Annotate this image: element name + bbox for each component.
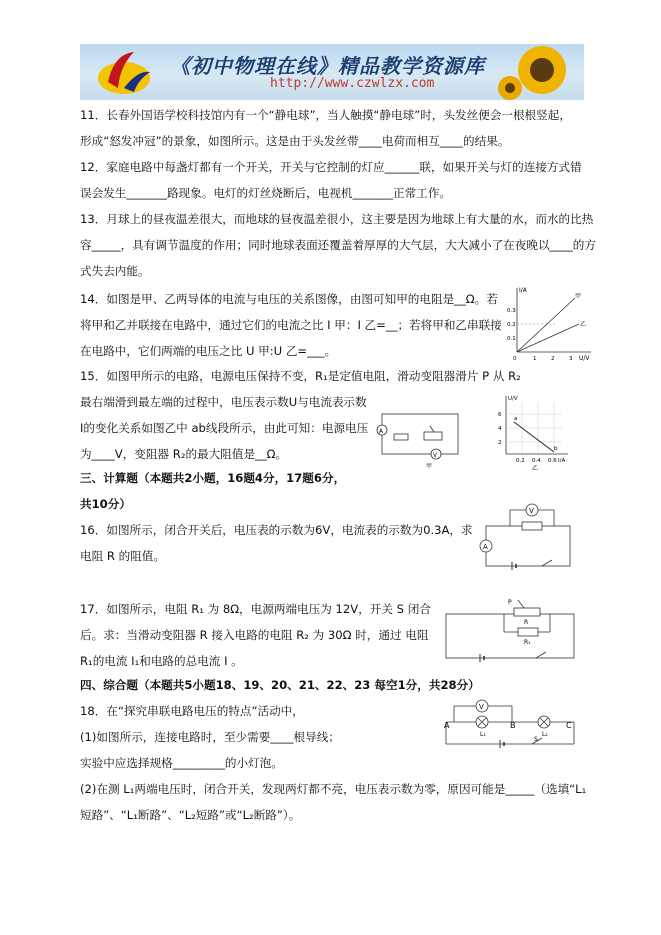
q15-xtick: 0.4 — [532, 458, 541, 464]
q15-xtick: 0.2 — [516, 458, 525, 464]
q18-line3: 实验中应选择规格_________的小灯泡。 — [80, 756, 283, 770]
q11-line2: 形成“怒发冲冠”的景象，如图所示。这是由于头发丝带____电荷而相互____的结果。 — [80, 134, 510, 148]
q14-ytick: 0.2 — [507, 322, 516, 328]
q15-xtick: 0.6 — [548, 458, 557, 464]
q16-circuit — [472, 496, 582, 576]
q17-line1: 17．如图所示，电阻 R₁ 为 8Ω，电源两端电压为 12V，开关 S 闭合 — [80, 602, 431, 616]
q14-line-yi — [517, 324, 579, 352]
svg-text:V: V — [433, 452, 438, 459]
q15-ab-segment — [514, 422, 554, 452]
header-banner — [80, 44, 584, 100]
q15-yaxis: U/V — [508, 396, 518, 402]
q14-label-jia: 甲 — [575, 293, 582, 300]
q18-line2: (1)如图所示，连接电路时，至少需要____根导线； — [80, 730, 340, 744]
rheostat-r-icon — [514, 608, 540, 616]
q14-ytick: 0.1 — [507, 336, 516, 342]
q14-xtick: 3 — [569, 356, 573, 362]
svg-text:R₁: R₁ — [524, 639, 531, 646]
q14-xtick: 0 — [513, 356, 517, 362]
q15-uigraph-yi — [492, 392, 572, 472]
q17-circuit — [440, 596, 580, 666]
svg-text:A: A — [483, 543, 488, 551]
svg-text:A: A — [379, 428, 384, 435]
svg-text:P: P — [508, 599, 512, 606]
q12-line2: 误会发生_______路现象。电灯的灯丝烧断后，电视机_______正常工作。 — [80, 186, 452, 200]
q14-line2: 将甲和乙并联接在电路中，通过它们的电流之比 I 甲：I 乙=__；若将甲和乙串联接 — [80, 318, 502, 332]
q13-line1: 13．月球上的昼夜温差很大，而地球的昼夜温差很小，这主要是因为地球上有大量的水，而水的比热 — [80, 212, 594, 226]
q18-point-b: B — [510, 721, 516, 730]
banner-url: http://www.czwlzx.com — [270, 76, 435, 91]
q14-xtick: 2 — [551, 356, 555, 362]
q14-line3: 在电路中，它们两端的电压之比 U 甲:U 乙=___。 — [80, 344, 337, 358]
q18-line5: 短路”、“L₁断路”、“L₂短路”或“L₂断路”）。 — [80, 808, 301, 822]
q14-ylabel: I/A — [519, 287, 527, 294]
q15-line3: I的变化关系如图乙中 ab线段所示，由此可知：电源电压 — [80, 421, 369, 435]
q15-label-yi: 乙 — [532, 465, 539, 472]
q15-xaxis: I/A — [558, 458, 566, 464]
banner-title: 《初中物理在线》精品教学资源库 — [170, 54, 485, 78]
q17-line3: R₁的电流 I₁和电路的总电流 I 。 — [80, 654, 243, 668]
q14-label-yi: 乙 — [580, 321, 587, 328]
site-logo-icon — [94, 48, 154, 98]
q15-circuit-jia — [370, 408, 480, 470]
q11-line1: 11．长春外国语学校科技馆内有一个“静电球”，当人触摸“静电球”时，头发丝便会一根根竖起， — [80, 108, 571, 122]
q18-line4: (2)在测 L₁两端电压时，闭合开关，发现两灯都不亮，电压表示数为零，原因可能是_____（选填“L₁ — [80, 782, 587, 796]
q14-iu-graph — [505, 282, 595, 362]
q16-line2: 电阻 R 的阻值。 — [80, 549, 165, 563]
q15-ytick: 4 — [498, 426, 502, 432]
switch-icon — [542, 560, 552, 566]
q13-line3: 式失去内能。 — [80, 264, 150, 278]
q14-line-jia — [517, 298, 575, 352]
q15-point-a: a — [514, 416, 518, 422]
q18-label-s: S — [534, 736, 538, 743]
q15-line4: 为____V，变阻器 R₂的最大阻值是__Ω。 — [80, 447, 288, 461]
q15-line1: 15．如图甲所示的电路，电源电压保持不变，R₁是定值电阻，滑动变阻器滑片 P 从 R₂ — [80, 369, 521, 383]
resistor-r1-icon — [518, 628, 538, 636]
q15-line2: 最右端滑到最左端的过程中，电压表示数U与电流表示数 — [80, 395, 367, 409]
q18-circuit — [440, 698, 580, 754]
q18-point-a: A — [444, 721, 450, 730]
q15-label-jia: 甲 — [426, 463, 433, 470]
q12-line1: 12．家庭电路中每盏灯都有一个开关，开关与它控制的灯应______联，如果开关与灯的连接方式错 — [80, 160, 582, 174]
q14-xtick: 1 — [533, 356, 537, 362]
q14-line1: 14．如图是甲、乙两导体的电流与电压的关系图像，由图可知甲的电阻是__Ω。若 — [80, 292, 498, 306]
q18-label-l2: L₂ — [542, 731, 548, 738]
q16-line1: 16．如图所示，闭合开关后，电压表的示数为6V，电流表的示数为0.3A，求 — [80, 523, 473, 537]
section3-heading: 三、计算题（本题共2小题，16题4分，17题6分， — [80, 471, 346, 485]
q14-xlabel: U/V — [579, 355, 590, 362]
svg-text:V: V — [479, 703, 484, 711]
q14-ytick: 0.3 — [507, 308, 516, 314]
q18-line1: 18．在“探究串联电路电压的特点”活动中， — [80, 704, 304, 718]
section3-heading-2: 共10分） — [80, 497, 131, 511]
section4-heading: 四、综合题（本题共5小题18、19、20、21、22、23 每空1分，共28分） — [80, 678, 480, 692]
q13-line2: 容_____，具有调节温度的作用；同时地球表面还覆盖着厚厚的大气层，大大减小了在夜晚以____的方 — [80, 238, 596, 252]
q18-point-c: C — [566, 721, 572, 730]
q15-point-b: b — [554, 446, 558, 452]
resistor-r-icon — [522, 522, 542, 530]
q15-ytick: 2 — [498, 440, 502, 446]
q18-label-l1: L₁ — [480, 731, 486, 738]
q15-ytick: 6 — [498, 412, 502, 418]
svg-text:R: R — [524, 619, 529, 626]
sunflower-icon — [498, 44, 578, 100]
q17-line2: 后。求：当滑动变阻器 R 接入电路的电阻 R₂ 为 30Ω 时，通过 电阻 — [80, 628, 429, 642]
switch-icon — [536, 652, 546, 658]
svg-text:V: V — [529, 507, 534, 515]
